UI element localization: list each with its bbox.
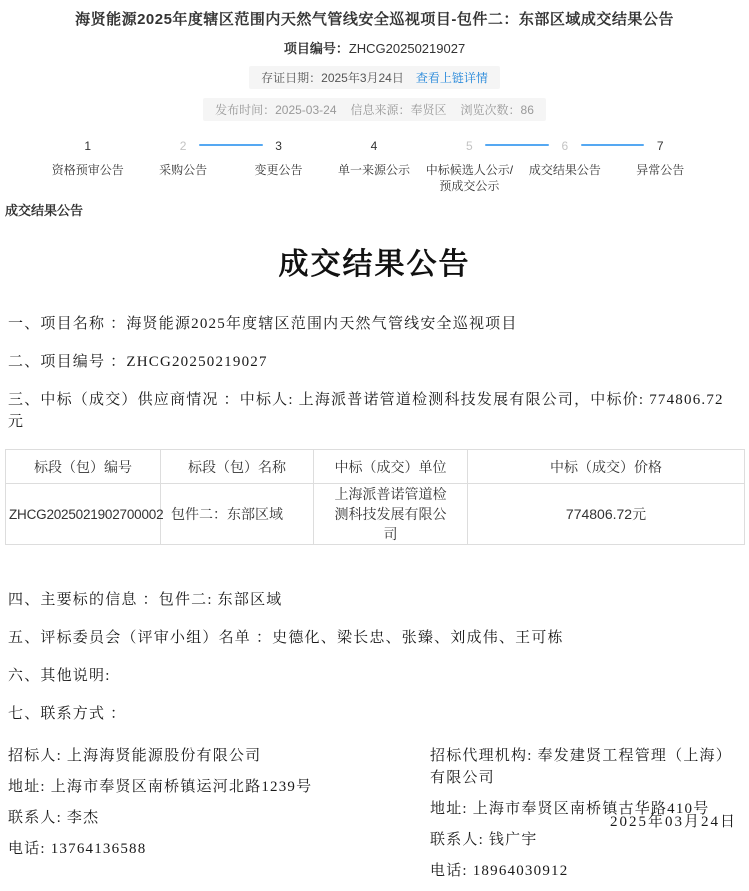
cert-date-pill <box>249 66 500 89</box>
step-number: 7 <box>649 139 672 153</box>
step-number: 2 <box>172 139 195 153</box>
cert-date-value: 2025年3月24日 <box>321 71 404 85</box>
views-label: 浏览次数： <box>460 103 521 117</box>
announcement-date: 2025年03月24日 <box>609 814 737 830</box>
step-number: 4 <box>363 139 386 153</box>
publish-info-line <box>0 98 749 121</box>
agency-name: 招标代理机构: 奉发建贤工程管理（上海）有限公司 <box>430 748 732 786</box>
step-label[interactable]: 采购公告 <box>159 163 208 177</box>
step-5-candidate-publicity[interactable] <box>422 137 517 194</box>
step-number: 6 <box>553 139 576 153</box>
view-chain-link[interactable]: 查看上链详情 <box>415 71 488 85</box>
paragraph-project-name: 一、项目名称 ：海贤能源2025年度辖区范围内天然气管线安全巡视项目 <box>8 316 518 332</box>
step-label: 变更公告 <box>254 163 303 177</box>
cert-date-line <box>0 66 749 89</box>
step-1-qualification <box>40 137 135 194</box>
agency-address: 地址: 上海市奉贤区南桥镇古华路410号 <box>430 801 710 817</box>
step-connector-line <box>485 144 548 146</box>
paragraph-other-notes: 六、其他说明: <box>8 668 111 684</box>
paragraph-contact-heading: 七、联系方式 ： <box>8 706 127 722</box>
step-2-procurement[interactable] <box>135 137 230 194</box>
agency-contact-person: 联系人: 钱广宇 <box>430 832 538 848</box>
publish-info-pill <box>203 98 546 121</box>
announcement-header <box>0 0 749 121</box>
step-number: 3 <box>267 139 290 153</box>
cell-package-name: 包件二：东部区域 <box>161 484 314 545</box>
publish-label: 发布时间： <box>215 103 276 117</box>
page-title: 海贤能源2025年度辖区范围内天然气管线安全巡视项目-包件二：东部区域成交结果公告 <box>75 11 674 28</box>
step-label[interactable]: 中标候选人公示/预成交公示 <box>425 163 514 193</box>
table-header-row <box>6 450 745 484</box>
paragraph-project-number: 二、项目编号 ：ZHCG20250219027 <box>8 354 268 370</box>
step-label: 单一来源公示 <box>337 163 410 177</box>
step-indicator <box>40 137 708 194</box>
tenderer-address: 地址: 上海市奉贤区南桥镇运河北路1239号 <box>8 779 313 795</box>
step-connector-line <box>581 144 644 146</box>
step-number: 1 <box>76 139 99 153</box>
column-header-winning-price: 中标（成交）价格 <box>468 450 745 484</box>
result-table <box>5 449 745 545</box>
publish-date: 2025-03-24 <box>275 103 337 117</box>
tenderer-phone: 电话: 13764136588 <box>8 841 147 857</box>
project-number-value: ZHCG20250219027 <box>348 41 466 56</box>
section-heading: 成交结果公告 <box>5 203 84 218</box>
cell-winning-price: 774806.72元 <box>468 484 745 545</box>
cell-winning-unit: 上海派普诺管道检测科技发展有限公司 <box>314 484 468 545</box>
step-number: 5 <box>458 139 481 153</box>
project-number-line <box>0 38 749 57</box>
paragraph-winning-supplier: 三、中标（成交）供应商情况 ：中标人: 上海派普诺管道检测科技发展有限公司，中标价: 774806.72元 <box>8 392 724 430</box>
step-label: 异常公告 <box>636 163 685 177</box>
step-4-single-source <box>326 137 421 194</box>
step-connector-line <box>199 144 262 146</box>
cell-package-number: ZHCG2025021902700002 <box>6 484 161 545</box>
column-header-winning-unit: 中标（成交）单位 <box>314 450 468 484</box>
column-header-package-name: 标段（包）名称 <box>161 450 314 484</box>
paragraph-subject-info: 四、主要标的信息 ：包件二: 东部区域 <box>8 592 283 608</box>
step-label: 资格预审公告 <box>51 163 124 177</box>
views-value: 86 <box>520 103 534 117</box>
agency-phone: 电话: 18964030912 <box>430 863 569 879</box>
project-number-label: 项目编号： <box>283 41 349 56</box>
tenderer-contact-person: 联系人: 李杰 <box>8 810 100 826</box>
tenderer-name: 招标人: 上海海贤能源股份有限公司 <box>8 748 262 764</box>
column-header-package-number: 标段（包）编号 <box>6 450 161 484</box>
paragraph-evaluation-committee: 五、评标委员会（评审小组）名单 ：史德化、梁长忠、张臻、刘成伟、王可栋 <box>8 630 564 646</box>
table-row <box>6 484 745 545</box>
step-label[interactable]: 成交结果公告 <box>528 163 601 177</box>
source-value: 奉贤区 <box>410 103 447 117</box>
announcement-body <box>0 313 749 891</box>
source-label: 信息来源： <box>350 103 411 117</box>
cert-date-label: 存证日期： <box>261 71 322 85</box>
tenderer-contact-block <box>8 745 430 891</box>
main-title: 成交结果公告 <box>278 248 471 281</box>
